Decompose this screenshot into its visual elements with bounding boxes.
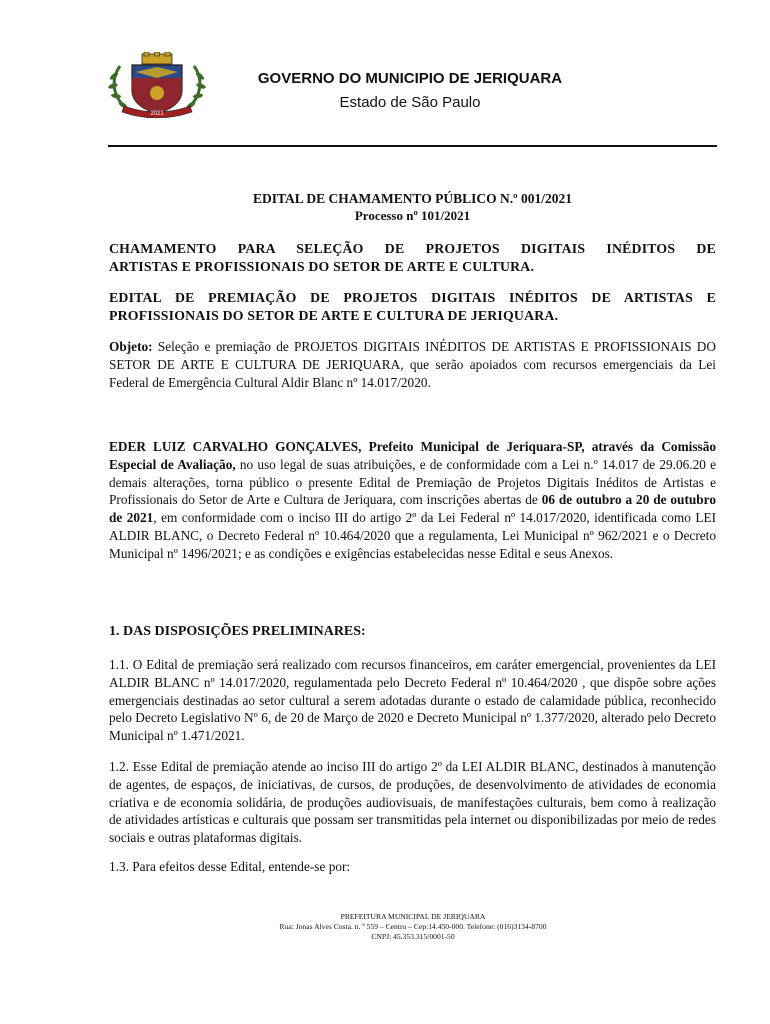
heading-chamamento-line: CHAMAMENTO PARA SELEÇÃO DE PROJETOS DIGITAIS INÉDITOS DE [109,241,716,256]
heading-premiacao-line: EDITAL DE PREMIAÇÃO DE PROJETOS DIGITAIS INÉDITOS DE ARTISTAS E [109,290,716,305]
process-number: Processo nº 101/2021 [354,208,471,223]
government-title: GOVERNO DO MUNICIPIO DE JERIQUARA [257,70,563,87]
footer-org: PREFEITURA MUNICIPAL DE JERIQUARA [340,912,486,921]
footer [200,912,626,942]
objeto-label: Objeto: [109,339,153,354]
paragraph-1-1: 1.1. O Edital de premiação será realizado com recursos financeiros, em caráter emergencial, provenientes da LEI ALDIR BLANC nº 14.017/2020, regulamentada pelo Decreto Federal nº 10.464/2020 , que dispõe sobre ações emergenciais destinadas ao setor cultural a serem adotadas durante o estado de calamidade pública, reconhecido pelo Decreto Legislativo Nº 6, de 20 de Março de 2020 e Decreto Municipal nº 1.377/2020, alterado pelo Decreto Municipal nº 1.471/2021. [109,657,716,744]
heading-premiacao [109,289,716,325]
objeto-paragraph [109,338,716,391]
state-subtitle: Estado de São Paulo [339,94,481,111]
heading-chamamento [109,240,716,276]
paragraph-1-3: 1.3. Para efeitos desse Edital, entende-se por: [109,859,351,874]
header-divider [108,145,717,147]
intro-text-2: , em conformidade com o inciso III do artigo 2º da Lei Federal nº 14.017/2020, identificada como LEI ALDIR BLANC, o Decreto Federal nº 10.464/2020 que a regulamenta, Lei Municipal nº 962/2021 e o Decreto Municipal nº 1496/2021; e as condições e exigências estabelecidas nesse Edital e seus Anexos. [109,510,717,561]
intro-text-1: no uso legal de suas atribuições, e de conformidade com a Lei n.º 14.017 de 29.06.20 e demais alterações, torna público o presente Edital de Premiação de Projetos Digitais Inéditos de Artistas e Profissionais do Setor de Arte e Cultura de Jeriquara, com inscrições abertas de [109,456,716,508]
footer-address: Rua: Jonas Alves Costa. n. º 559 – Centro – Cep:14.450-000. Telefone: (016)3134-8700 [279,922,547,931]
intro-dates: 06 de outubro a 20 de outubro de 2021 [109,492,716,526]
coat-ribbon-text: 2021 [150,111,164,117]
intro-bold: EDER LUIZ CARVALHO GONÇALVES, Prefeito Municipal de Jeriquara-SP, através da Comissão Especial de Avaliação, [109,439,716,472]
heading-chamamento-line: ARTISTAS E PROFISSIONAIS DO SETOR DE ARTE E CULTURA. [109,258,535,274]
objeto-text: Seleção e premiação de PROJETOS DIGITAIS INÉDITOS DE ARTISTAS E PROFISSIONAIS DO SETOR DE ARTE E CULTURA DE JERIQUARA, que serão apoiados com recursos emergenciais da Lei Federal de Emergência Cultural Aldir Blanc nº 14.017/2020. [109,339,716,390]
paragraph-1-2: 1.2. Esse Edital de premiação atende ao inciso III do artigo 2º da LEI ALDIR BLANC, destinados à manutenção de agentes, de espaços, de iniciativas, de cursos, de produções, de desenvolvimento de atividades de economia criativa e de economia solidária, de produções audiovisuais, de manifestações culturais, bem como à realização de atividades artísticas e culturais que possam ser transmitidas pela internet ou disponibilizadas por meio de redes sociais e outras plataformas digitais. [109,759,716,846]
municipal-coat-of-arms-icon [106,52,208,118]
heading-premiacao-line: PROFISSIONAIS DO SETOR DE ARTE E CULTURA DE JERIQUARA. [109,307,559,323]
intro-paragraph [109,438,716,563]
footer-cnpj: CNPJ: 45.353.315/0001-50 [371,932,455,941]
edital-title: EDITAL DE CHAMAMENTO PÚBLICO N.º 001/2021 [253,191,572,206]
section-1-title: 1. DAS DISPOSIÇÕES PRELIMINARES: [109,624,366,639]
